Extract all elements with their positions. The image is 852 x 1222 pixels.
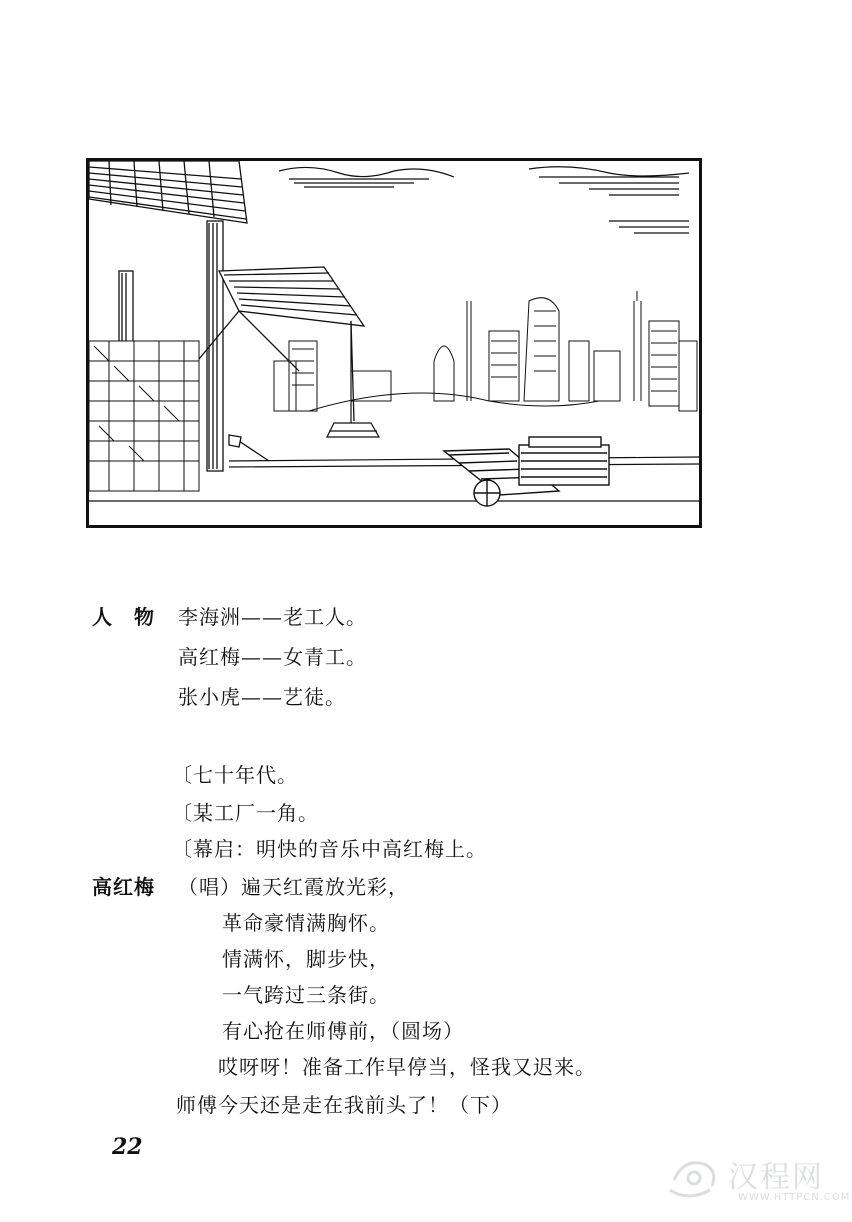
shovel	[229, 435, 269, 461]
page-number: 22	[112, 1134, 143, 1160]
cast-member: 李海洲——老工人。	[178, 605, 367, 629]
dialogue-line: 有心抢在师傅前，（圆场）	[222, 1019, 464, 1043]
clouds	[279, 167, 689, 233]
watermark-url: WWW.HTTPCN.COM	[738, 1192, 851, 1203]
cast-member: 张小虎——艺徒。	[178, 685, 346, 709]
dialogue-line: 情满怀，脚步快，	[222, 947, 390, 971]
dialogue-line: 革命豪情满胸怀。	[222, 911, 390, 935]
dialogue-line: 师傅今天还是走在我前头了！（下）	[176, 1093, 512, 1117]
factory-scene-illustration	[86, 158, 702, 528]
watermark	[664, 1150, 851, 1210]
dialogue-line: 哎呀呀！准备工作早停当，怪我又迟来。	[218, 1055, 596, 1079]
watermark-logo-icon	[664, 1150, 724, 1206]
cart	[444, 437, 609, 506]
cast-member: 高红梅——女青工。	[178, 645, 367, 669]
crates	[89, 341, 199, 491]
stage-direction: 〔七十年代。	[172, 763, 298, 787]
factory-drawing	[89, 161, 699, 525]
dialogue-line: （唱）遍天红霞放光彩，	[178, 875, 409, 899]
dialogue-line: 一气跨过三条街。	[222, 983, 390, 1007]
stage-direction: 〔幕启：明快的音乐中高红梅上。	[172, 837, 487, 861]
dialogue-speaker: 高红梅	[92, 875, 155, 899]
stage-direction: 〔某工厂一角。	[172, 801, 319, 825]
cast-label: 人 物	[92, 605, 155, 629]
watermark-brand: 汉程网	[728, 1160, 824, 1195]
